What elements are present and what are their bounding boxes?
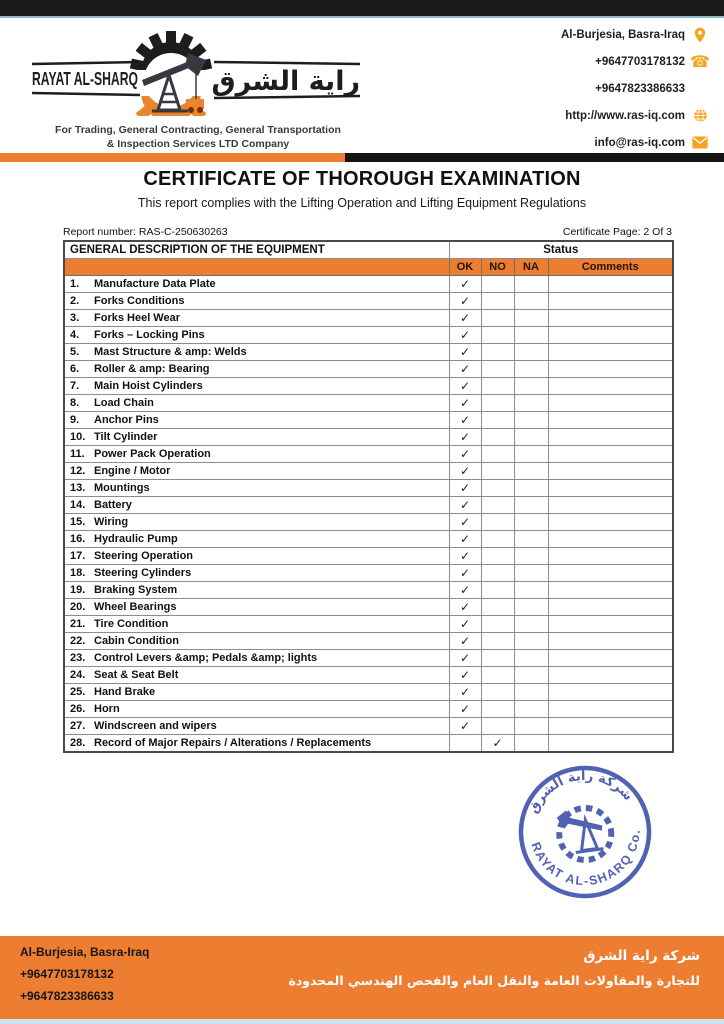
phone-icon: ☎ — [690, 51, 710, 71]
footer-company-arabic — [289, 948, 701, 988]
contact-item-phone1 — [488, 53, 708, 70]
footer — [0, 936, 724, 1019]
company-stamp — [506, 753, 664, 911]
status-no-cell — [481, 276, 514, 293]
status-na-cell — [514, 497, 548, 514]
tagline-line1: For Trading, General Contracting, General Transportation — [55, 124, 341, 136]
contact-text: +9647823386633 — [595, 82, 685, 95]
status-ok-cell: ✓ — [449, 463, 481, 480]
status-no-cell — [481, 344, 514, 361]
status-na-cell — [514, 293, 548, 310]
divider-orange-segment — [0, 153, 345, 162]
status-no-cell — [481, 361, 514, 378]
item-description: 2. Forks Conditions — [64, 293, 449, 310]
table-row — [64, 446, 673, 463]
status-na-cell — [514, 310, 548, 327]
status-ok-cell: ✓ — [449, 684, 481, 701]
stamp-pumpjack-icon — [556, 805, 615, 864]
location-pin-icon — [692, 27, 708, 43]
status-na-cell — [514, 463, 548, 480]
contact-list — [488, 26, 708, 151]
table-row — [64, 701, 673, 718]
status-na-cell — [514, 361, 548, 378]
comment-cell — [548, 412, 673, 429]
status-no-cell — [481, 531, 514, 548]
item-description: 13. Mountings — [64, 480, 449, 497]
status-no-cell — [481, 667, 514, 684]
footer-address: Al-Burjesia, Basra-Iraq — [20, 945, 150, 959]
contact-text: +9647703178132 — [595, 55, 685, 68]
divider-black-segment — [345, 153, 724, 162]
item-description: 10. Tilt Cylinder — [64, 429, 449, 446]
status-na-cell — [514, 684, 548, 701]
company-tagline — [28, 123, 368, 151]
status-ok-cell: ✓ — [449, 667, 481, 684]
status-no-cell — [481, 548, 514, 565]
comment-cell — [548, 276, 673, 293]
equipment-rows — [64, 276, 673, 753]
item-description: 23. Control Levers &amp; Pedals &amp; lights — [64, 650, 449, 667]
status-ok-cell: ✓ — [449, 310, 481, 327]
table-row — [64, 463, 673, 480]
comment-cell — [548, 565, 673, 582]
status-na-cell — [514, 446, 548, 463]
item-description: 28. Record of Major Repairs / Alterations / Replacements — [64, 735, 449, 753]
status-ok-cell: ✓ — [449, 599, 481, 616]
comment-cell — [548, 667, 673, 684]
contact-item-email — [488, 134, 708, 151]
table-row — [64, 327, 673, 344]
status-ok-cell: ✓ — [449, 446, 481, 463]
contact-text: info@ras-iq.com — [594, 136, 685, 149]
table-row — [64, 412, 673, 429]
status-no-cell — [481, 701, 514, 718]
status-ok-cell: ✓ — [449, 361, 481, 378]
equipment-table-wrap — [63, 240, 672, 753]
footer-company-name-ar: شركة راية الشرق — [583, 948, 700, 964]
comment-cell — [548, 514, 673, 531]
status-ok-cell — [449, 735, 481, 753]
col-na: NA — [514, 259, 548, 276]
contact-text: Al-Burjesia, Basra-Iraq — [561, 28, 685, 41]
col-ok: OK — [449, 259, 481, 276]
comment-cell — [548, 599, 673, 616]
contact-text: http://www.ras-iq.com — [565, 109, 685, 122]
status-ok-cell: ✓ — [449, 429, 481, 446]
status-no-cell — [481, 293, 514, 310]
comment-cell — [548, 344, 673, 361]
comment-cell — [548, 701, 673, 718]
status-no-cell — [481, 616, 514, 633]
status-no-cell — [481, 395, 514, 412]
status-na-cell — [514, 701, 548, 718]
contact-item-phone2 — [488, 80, 708, 97]
status-ok-cell: ✓ — [449, 293, 481, 310]
comment-cell — [548, 429, 673, 446]
table-row — [64, 378, 673, 395]
tagline-line2: & Inspection Services LTD Company — [106, 138, 290, 150]
table-row — [64, 616, 673, 633]
comment-cell — [548, 310, 673, 327]
table-row — [64, 395, 673, 412]
item-description: 21. Tire Condition — [64, 616, 449, 633]
table-row — [64, 548, 673, 565]
status-na-cell — [514, 344, 548, 361]
empty-header-cell — [64, 259, 449, 276]
item-description: 22. Cabin Condition — [64, 633, 449, 650]
comment-cell — [548, 497, 673, 514]
status-no-cell — [481, 480, 514, 497]
table-row — [64, 344, 673, 361]
comment-cell — [548, 548, 673, 565]
item-description: 3. Forks Heel Wear — [64, 310, 449, 327]
item-description: 15. Wiring — [64, 514, 449, 531]
table-row — [64, 497, 673, 514]
table-row — [64, 667, 673, 684]
company-name-ar: راية الشرق — [211, 66, 360, 97]
status-ok-cell: ✓ — [449, 565, 481, 582]
item-description: 16. Hydraulic Pump — [64, 531, 449, 548]
footer-edge-strip — [0, 1019, 724, 1024]
comment-cell — [548, 395, 673, 412]
status-na-cell — [514, 531, 548, 548]
page-title: CERTIFICATE OF THOROUGH EXAMINATION — [143, 168, 581, 190]
comment-cell — [548, 684, 673, 701]
company-logo — [28, 20, 368, 151]
comment-cell — [548, 718, 673, 735]
status-ok-cell: ✓ — [449, 616, 481, 633]
status-ok-cell: ✓ — [449, 531, 481, 548]
status-na-cell — [514, 378, 548, 395]
item-description: 6. Roller & amp: Bearing — [64, 361, 449, 378]
comment-cell — [548, 616, 673, 633]
item-description: 1. Manufacture Data Plate — [64, 276, 449, 293]
item-description: 14. Battery — [64, 497, 449, 514]
table-row — [64, 531, 673, 548]
globe-icon — [692, 108, 708, 124]
status-no-cell — [481, 633, 514, 650]
status-na-cell — [514, 667, 548, 684]
status-no-cell — [481, 429, 514, 446]
status-ok-cell: ✓ — [449, 344, 481, 361]
table-row — [64, 293, 673, 310]
status-ok-cell: ✓ — [449, 327, 481, 344]
status-no-cell — [481, 310, 514, 327]
item-description: 5. Mast Structure & amp: Welds — [64, 344, 449, 361]
status-na-cell — [514, 429, 548, 446]
item-description: 26. Horn — [64, 701, 449, 718]
item-description: 17. Steering Operation — [64, 548, 449, 565]
table-header-row — [64, 241, 673, 259]
comment-cell — [548, 293, 673, 310]
comment-cell — [548, 531, 673, 548]
footer-phone2: +9647823386633 — [20, 989, 114, 1003]
equipment-table — [63, 240, 674, 753]
table-row — [64, 276, 673, 293]
table-row — [64, 429, 673, 446]
status-na-cell — [514, 616, 548, 633]
item-description: 19. Braking System — [64, 582, 449, 599]
item-description: 20. Wheel Bearings — [64, 599, 449, 616]
columns-header-row — [64, 259, 673, 276]
status-no-cell — [481, 650, 514, 667]
status-ok-cell: ✓ — [449, 650, 481, 667]
comment-cell — [548, 633, 673, 650]
status-na-cell — [514, 633, 548, 650]
table-row — [64, 684, 673, 701]
certificate-page-label: Certificate Page: 2 Of 3 — [562, 226, 672, 238]
envelope-icon — [692, 135, 708, 151]
section-header: GENERAL DESCRIPTION OF THE EQUIPMENT — [64, 241, 449, 259]
table-row — [64, 514, 673, 531]
status-ok-cell: ✓ — [449, 378, 481, 395]
col-comments: Comments — [548, 259, 673, 276]
status-no-cell — [481, 514, 514, 531]
page-subtitle: This report complies with the Lifting Operation and Lifting Equipment Regulations — [137, 196, 587, 210]
comment-cell — [548, 446, 673, 463]
table-row — [64, 480, 673, 497]
status-ok-cell: ✓ — [449, 412, 481, 429]
footer-phone1: +9647703178132 — [20, 967, 114, 981]
item-description: 7. Main Hoist Cylinders — [64, 378, 449, 395]
status-na-cell — [514, 276, 548, 293]
status-na-cell — [514, 395, 548, 412]
comment-cell — [548, 480, 673, 497]
item-description: 25. Hand Brake — [64, 684, 449, 701]
status-no-cell — [481, 446, 514, 463]
status-no-cell — [481, 412, 514, 429]
contact-item-website — [488, 107, 708, 124]
status-no-cell — [481, 327, 514, 344]
item-description: 24. Seat & Seat Belt — [64, 667, 449, 684]
header-divider — [0, 153, 724, 162]
table-row — [64, 718, 673, 735]
report-number: Report number: RAS-C-250630263 — [63, 226, 228, 238]
status-na-cell — [514, 480, 548, 497]
table-row — [64, 565, 673, 582]
footer-contacts — [20, 945, 149, 1003]
status-no-cell — [481, 463, 514, 480]
comment-cell — [548, 582, 673, 599]
status-no-cell — [481, 684, 514, 701]
table-row — [64, 633, 673, 650]
status-no-cell — [481, 718, 514, 735]
status-na-cell — [514, 412, 548, 429]
status-ok-cell: ✓ — [449, 497, 481, 514]
comment-cell — [548, 463, 673, 480]
comment-cell — [548, 378, 673, 395]
logo-line — [32, 62, 140, 64]
footer-company-description-ar: للتجارة والمقاولات العامة والنقل العام والفحص الهندسي المحدودة — [288, 973, 700, 988]
table-row — [64, 650, 673, 667]
contact-item-address — [488, 26, 708, 43]
status-ok-cell: ✓ — [449, 480, 481, 497]
status-ok-cell: ✓ — [449, 582, 481, 599]
table-row — [64, 735, 673, 753]
status-na-cell — [514, 565, 548, 582]
item-description: 12. Engine / Motor — [64, 463, 449, 480]
status-na-cell — [514, 327, 548, 344]
status-na-cell — [514, 514, 548, 531]
status-no-cell — [481, 378, 514, 395]
item-description: 18. Steering Cylinders — [64, 565, 449, 582]
status-ok-cell: ✓ — [449, 276, 481, 293]
status-ok-cell: ✓ — [449, 514, 481, 531]
table-row — [64, 361, 673, 378]
table-row — [64, 599, 673, 616]
col-no: NO — [481, 259, 514, 276]
item-description: 4. Forks – Locking Pins — [64, 327, 449, 344]
comment-cell — [548, 735, 673, 753]
stamp-text-arabic: شركة راية الشرق — [525, 768, 636, 816]
status-no-cell — [481, 582, 514, 599]
status-no-cell — [481, 565, 514, 582]
item-description: 9. Anchor Pins — [64, 412, 449, 429]
comment-cell — [548, 361, 673, 378]
logo-line — [32, 93, 140, 95]
stamp-text-english: RAYAT AL-SHARQ Co. — [528, 828, 643, 889]
logo-line — [214, 62, 360, 64]
table-row — [64, 582, 673, 599]
status-na-cell — [514, 718, 548, 735]
table-row — [64, 310, 673, 327]
status-na-cell — [514, 735, 548, 753]
status-ok-cell: ✓ — [449, 633, 481, 650]
status-ok-cell: ✓ — [449, 718, 481, 735]
status-no-cell — [481, 599, 514, 616]
icon-spacer — [692, 81, 708, 97]
item-description: 8. Load Chain — [64, 395, 449, 412]
status-ok-cell: ✓ — [449, 548, 481, 565]
item-description: 11. Power Pack Operation — [64, 446, 449, 463]
status-ok-cell: ✓ — [449, 395, 481, 412]
status-no-cell — [481, 497, 514, 514]
report-meta — [63, 226, 672, 238]
status-na-cell — [514, 582, 548, 599]
status-header: Status — [449, 241, 673, 259]
company-name-en: RAYAT AL-SHARQ — [32, 69, 138, 89]
status-na-cell — [514, 548, 548, 565]
top-bar — [0, 0, 724, 18]
status-na-cell — [514, 650, 548, 667]
status-na-cell — [514, 599, 548, 616]
logo-graphic-icon — [28, 20, 368, 116]
status-ok-cell: ✓ — [449, 701, 481, 718]
comment-cell — [548, 327, 673, 344]
item-description: 27. Windscreen and wipers — [64, 718, 449, 735]
status-no-cell: ✓ — [481, 735, 514, 753]
comment-cell — [548, 650, 673, 667]
